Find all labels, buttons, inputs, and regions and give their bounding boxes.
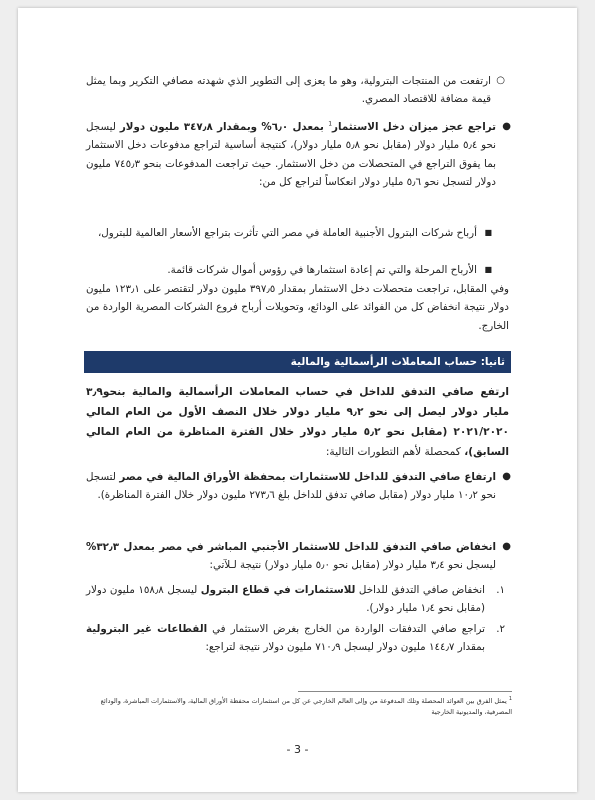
list-item-fdi	[86, 538, 509, 575]
footnote-text: يمثل الفرق بين العوائد المحصلة وتلك المدفوعة من وإلى العالم الخارجي عن كل من استثمارات محفظة الأوراق المالية، والاستثمارات المباشرة، والودائع المصرفية، والمديونية الخارجية	[100, 697, 512, 716]
fdi-text: ليسجل نحو ٣٫٤ مليار دولار (مقابل نحو ٥٫٠ مليار دولار) نتيجة لـلآتي:	[209, 559, 496, 572]
investment-income-amount: بمعدل ٦٫٠% وبمقدار ٣٤٧٫٨ مليون دولار	[119, 121, 329, 133]
numbered-bold: القطاعات غير البترولية	[86, 623, 208, 635]
numbered-text: انخفاض صافي التدفق للداخل	[355, 584, 485, 596]
portfolio-text: لتسجل نحو ١٠٫٢ مليار دولار (مقابل صافي تدفق للداخل بلغ ٢٧٣٫٦ مليون دولار خلال الفترة المناظرة).	[86, 471, 496, 502]
bullet-icon: ●	[502, 121, 511, 132]
circle-bullet-icon: ○	[496, 75, 505, 86]
contrast-paragraph: وفي المقابل، تراجعت متحصلات دخل الاستثمار بمقدار ٣٩٧٫٥ مليون دولار لتقتصر على ١٢٣٫١ مليون دولار نتيجة انخفاض كل من الفوائد على الودائع، وتحويلات أرباح فروع الشركات المصرية الواردة من الخارج.	[86, 283, 509, 332]
fdi-title: انخفاض صافي التدفق للداخل للاستثمار الأجنبي المباشر في مصر	[159, 541, 496, 553]
section-intro	[86, 382, 509, 462]
item-number: ٢.	[496, 623, 505, 635]
square-bullet-icon: ■	[484, 228, 492, 237]
bullet-icon: ●	[502, 541, 511, 552]
item-number: ١.	[496, 584, 505, 596]
sub-item-text: أرباح شركات البترول الأجنبية العاملة في مصر التي تأثرت بتراجع الأسعار العالمية للبترول،	[97, 227, 477, 239]
square-bullet-icon: ■	[484, 265, 492, 274]
refining-text: ارتفعت من المنتجات البترولية، وهو ما يعزى إلى التطوير الذي شهدته مصافي التكرير وبما يمثل قيمة مضافة للاقتصاد المصري.	[86, 75, 491, 106]
footnote-separator	[298, 691, 512, 692]
numbered-bold: للاستثمارات في قطاع البترول	[200, 584, 356, 596]
numbered-text: بمقدار ١٤٤٫٧ مليون دولار ليسجل ٧١٠٫٩ مليون دولار نتيجة لتراجع:	[205, 641, 485, 654]
numbered-text: تراجع صافي التدفقات الواردة من الخارج بغرض الاستثمار في	[207, 623, 486, 635]
list-item-portfolio	[86, 468, 509, 505]
investment-income-text: ليسجل نحو ٥٫٤ مليار دولار (مقابل نحو ٥٫٨ مليار دولار)، كنتيجة أساسية لتراجع مدفوعات دخل الاستثمار بما يفوق التراجع في المتحصلات من دخل الاستثمار. حيث تراجعت المدفوعات بنحو ٧٤٥٫٣ مليون دولار لتسجل نحو ٥٫٦ مليار دولار انعكاساً لتراجع كل من:	[86, 121, 497, 188]
section-intro-rest: كمحصلة لأهم التطورات التالية:	[325, 446, 465, 458]
portfolio-title: ارتفاع صافي التدفق للداخل للاستثمارات بمحفظة الأوراق المالية في مصر	[119, 471, 496, 483]
bullet-icon: ●	[502, 471, 511, 482]
fdi-rate: بمعدل ٣٢٫٣%	[86, 541, 160, 553]
numbered-item-non-oil	[86, 620, 509, 657]
page-number: - 3 -	[286, 743, 309, 756]
list-item-investment-income	[86, 118, 509, 191]
footnote-number: 1	[508, 695, 512, 702]
footnote-reference[interactable]: 1	[328, 120, 333, 128]
footnote	[86, 696, 512, 718]
document-page	[18, 8, 577, 792]
section-header: ثانيا: حساب المعاملات الرأسمالية والمالية	[84, 351, 511, 373]
sub-item-text: الأرباح المرحلة والتي تم إعادة استثمارها في رؤوس أموال شركات قائمة.	[167, 264, 477, 276]
numbered-item-oil-sector	[86, 581, 509, 618]
sub-item-oil-profits	[86, 224, 509, 242]
numbered-text: ليسجل ١٥٨٫٨ مليون دولار (مقابل نحو ١٫٤ مليار دولار).	[86, 584, 485, 615]
sub-item-retained-profits	[86, 261, 509, 279]
investment-income-title: تراجع عجز ميزان دخل الاستثمار	[332, 121, 496, 133]
list-item-refining	[86, 72, 509, 109]
section-intro-bold: ارتفع صافي التدفق للداخل في حساب المعاملات الرأسمالية والمالية بنحو٣٫٩ مليار دولار ليصل إلى نحو ٩٫٢ مليار دولار خلال النصف الأول من العام المالي ٢٠٢١/٢٠٢٠ (مقابل نحو ٥٫٢ مليار دولار خلال الفترة المناظرة من العام المالي السابق)،	[86, 386, 510, 458]
